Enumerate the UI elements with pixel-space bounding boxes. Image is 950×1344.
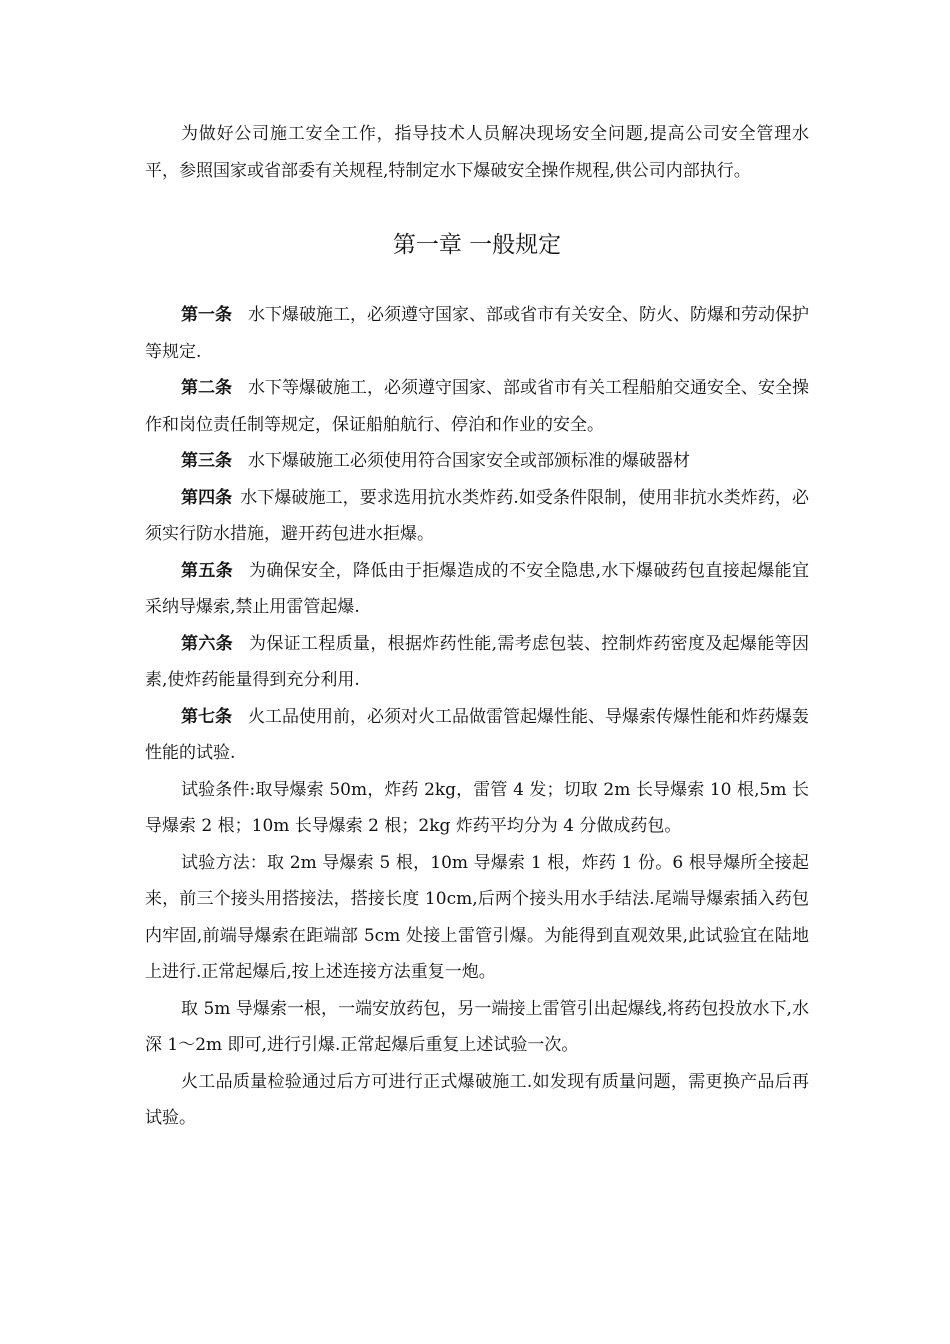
quality-check-paragraph: 火工品质量检验通过后方可进行正式爆破施工.如发现有质量问题，需更换产品后再试验。 — [145, 1071, 809, 1128]
article-7 — [145, 699, 809, 772]
article-6 — [145, 626, 809, 699]
article-label: 第一条 — [181, 305, 232, 325]
underwater-test-paragraph: 取 5m 导爆索一根，一端安放药包，另一端接上雷管引出起爆线,将药包投放水下,水深 1～2m 即可,进行引爆.正常起爆后重复上述试验一次。 — [145, 998, 809, 1055]
article-text: 水下爆破施工，必须遵守国家、部或省市有关安全、防火、防爆和劳动保护等规定. — [145, 305, 809, 362]
test-conditions-paragraph: 试验条件:取导爆索 50m，炸药 2kg，雷管 4 发；切取 2m 长导爆索 10 根,5m 长导爆索 2 根；10m 长导爆索 2 根；2kg 炸药平均分为 4 分做成药包。 — [145, 779, 809, 836]
test-method-paragraph: 试验方法：取 2m 导爆索 5 根，10m 导爆索 1 根，炸药 1 份。6 根导爆所全接起来，前三个接头用搭接法，搭接长度 10cm,后两个接头用水手结法.尾端导爆索插入药包内牢固,前端导爆索在距端部 5cm 处接上雷管引爆。为能得到直观效果,此试验宜在陆地上进行.正常起爆后,按上述连接方法重复一炮。 — [145, 852, 809, 982]
article-text: 火工品使用前，必须对火工品做雷管起爆性能、导爆索传爆性能和炸药爆轰性能的试验. — [145, 706, 809, 763]
article-text: 水下爆破施工，要求选用抗水类炸药.如受条件限制，使用非抗水类炸药，必须实行防水措施，避开药包进水拒爆。 — [145, 487, 809, 544]
article-1 — [145, 297, 809, 370]
article-5 — [145, 553, 809, 626]
article-text: 水下等爆破施工，必须遵守国家、部或省市有关工程船舶交通安全、安全操作和岗位责任制等规定，保证船舶航行、停泊和作业的安全。 — [145, 378, 809, 435]
article-text: 为确保安全，降低由于拒爆造成的不安全隐患,水下爆破药包直接起爆能宜采纳导爆索,禁止用雷管起爆. — [145, 560, 810, 617]
article-label: 第六条 — [181, 633, 233, 654]
chapter-title: 第一章 一般规定 — [392, 232, 562, 258]
article-2 — [145, 370, 809, 443]
article-4 — [145, 480, 809, 553]
article-label: 第三条 — [181, 451, 232, 471]
article-label: 第四条 — [181, 487, 233, 508]
intro-paragraph: 为做好公司施工安全工作，指导技术人员解决现场安全问题,提高公司安全管理水平，参照国家或省部委有关规程,特制定水下爆破安全操作规程,供公司内部执行。 — [145, 124, 809, 181]
article-text: 为保证工程质量，根据炸药性能,需考虑包装、控制炸药密度及起爆能等因素,使炸药能量得到充分利用. — [145, 633, 810, 690]
article-text: 水下爆破施工必须使用符合国家安全或部颁标准的爆破器材 — [248, 451, 690, 471]
article-3 — [145, 443, 809, 480]
document-body — [145, 116, 809, 1137]
article-label: 第二条 — [181, 378, 232, 398]
article-label: 第七条 — [181, 706, 232, 727]
article-label: 第五条 — [181, 560, 233, 581]
